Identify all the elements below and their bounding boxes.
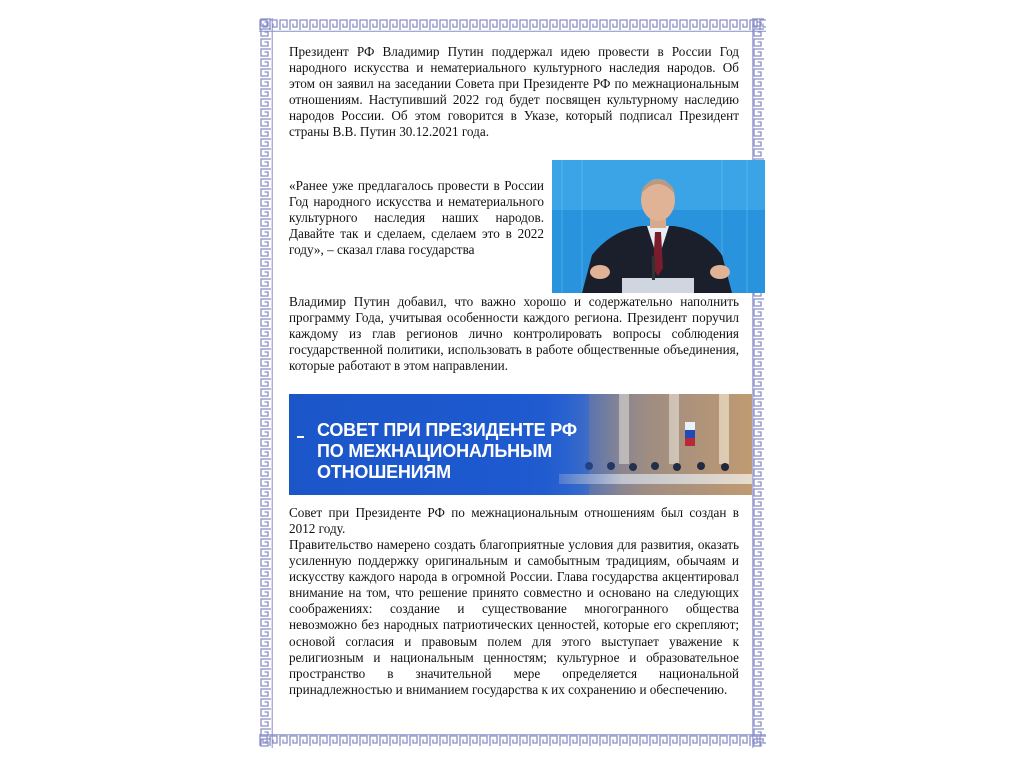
greek-key-border-left	[259, 18, 273, 748]
greek-key-border-bottom	[259, 734, 766, 748]
intro-paragraph: Президент РФ Владимир Путин поддержал идею провести в России Год народного искусства и нематериального культурного наследия народов. Об этом он заявил на заседании Совета при Президенте РФ по межнациональным отношениям. Наступивший 2022 год будет посвящен культурному наследию народов России. Об этом говорится в Указе, который подписал Президент страны В.В. Путин 30.12.2021 года.	[289, 44, 739, 140]
body-paragraph-2: Владимир Путин добавил, что важно хорошо и содержательно наполнить программу Года, учитывая особенности каждого региона. Президент поручил каждому из глав регионов лично контролировать вопросы соблюдения государственной политики, использовать в работе общественные объединения, которые работают в этом направлении.	[289, 294, 739, 374]
body-paragraph-4: Правительство намерено создать благоприятные условия для развития, оказать усиленную поддержку оригинальным и самобытным традициям, обычаям и искусству каждого народа в огромной России. Глава государства акцентировал внимание на том, что решение принято совместно и основано на следующих соображениях: создание и существование многогранного общества невозможно без народных патриотических ценностей, которые его скрепляют; основой согласия и правовым полем для этого выступает уважение к религиозным и национальным ценностям; культурное и образовательное пространство в значительной мере определяется национальной принадлежностью и вниманием государства к их сохранению и обеспечению.	[289, 537, 739, 697]
quote-paragraph: «Ранее уже предлагалось провести в России Год народного искусства и нематериального культурного наследия наших народов. Давайте так и сделаем, сделаем это в 2022 году», – сказал глава государства	[289, 178, 544, 258]
body-paragraph-3: Совет при Президенте РФ по межнациональным отношениям был создан в 2012 году.	[289, 505, 739, 537]
banner-title-line-1: СОВЕТ ПРИ ПРЕЗИДЕНТЕ РФ	[317, 420, 577, 440]
banner-accent-dash	[297, 436, 304, 438]
banner-title-line-2: ПО МЕЖНАЦИОНАЛЬНЫМ	[317, 441, 553, 461]
banner-title	[317, 420, 617, 483]
speaker-photo	[552, 160, 765, 293]
council-banner	[289, 394, 752, 495]
banner-title-line-3: ОТНОШЕНИЯМ	[317, 462, 451, 482]
greek-key-border-right	[752, 18, 766, 748]
greek-key-border-top	[259, 18, 766, 32]
document-page	[259, 18, 766, 748]
